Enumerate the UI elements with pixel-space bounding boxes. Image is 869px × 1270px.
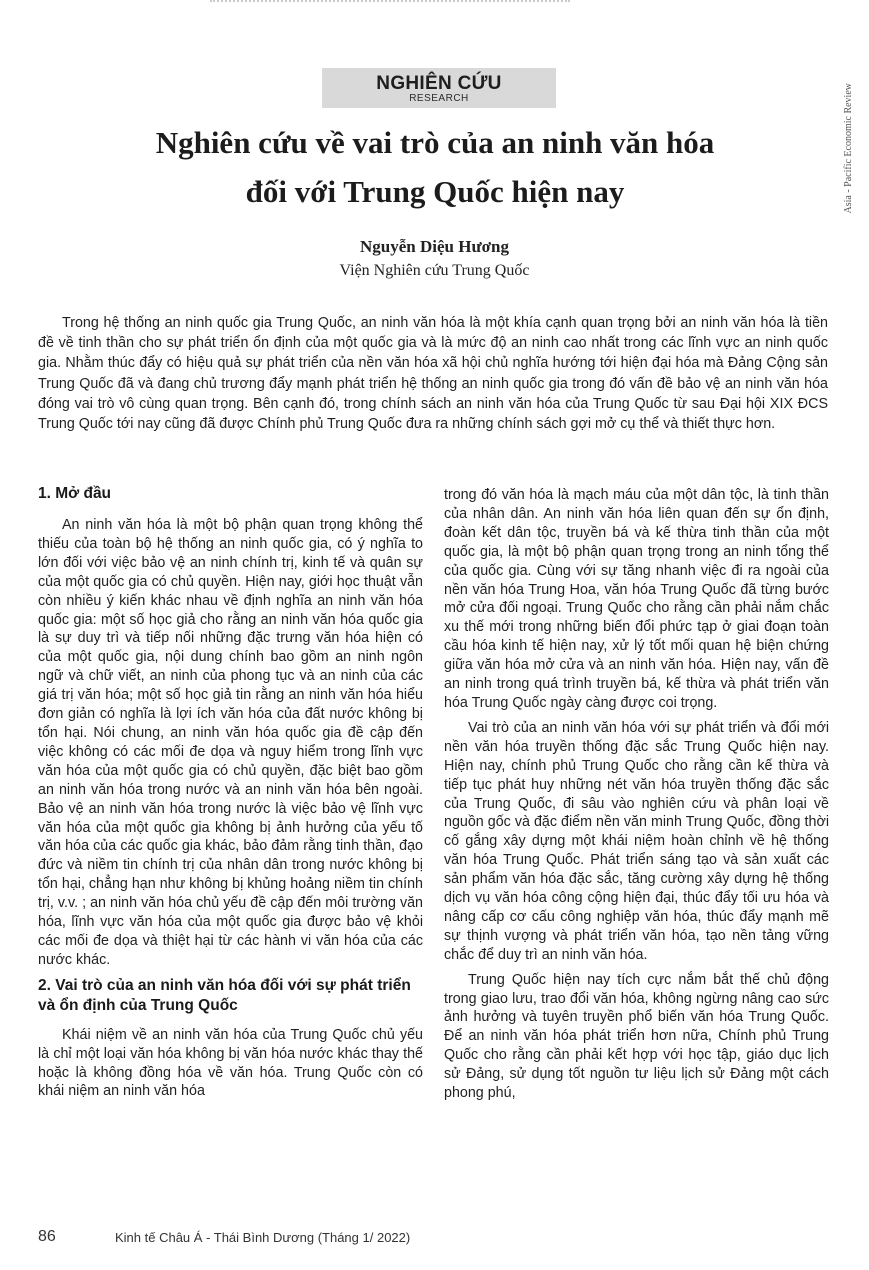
paragraph-1: An ninh văn hóa là một bộ phận quan trọng không thể thiếu của toàn bộ hệ thống an ninh quốc gia, có ý nghĩa to lớn đối với việc bảo vệ an ninh chính trị, kinh tế và quân sự của một quốc gia có chủ quyền. Hiện nay, giới học thuật vẫn còn nhiều ý kiến khác nhau về định nghĩa an ninh văn hóa quốc gia: một số học giả cho rằng an ninh văn hóa quốc gia là sự duy trì và tiếp nối những đặc trưng văn hóa hiện có của một quốc gia, nội dung chính bao gồm an ninh ngôn ngữ và chữ viết, an ninh của phong tục và an ninh của các giá trị văn hóa; một số học giả tin rằng an ninh văn hóa hiểu đơn giản có nghĩa là lợi ích văn hóa của đất nước không bị tổn hại. Nói chung, an ninh văn hóa quốc gia đề cập đến việc không có các mối đe dọa và nguy hiểm trong lĩnh vực văn hóa của một quốc gia có chủ quyền, đặc biệt bao gồm an ninh văn hóa trong nước và an ninh văn hóa bên ngoài. Bảo vệ an ninh văn hóa trong nước là việc bảo vệ lĩnh vực văn hóa của một quốc gia không bị ảnh hưởng của yếu tố văn hóa của các quốc gia khác, bảo đảm rằng tinh thần, đạo đức và niềm tin chính trị của nhân dân trong nước không bị tổn hại, chẳng hạn như không bị khủng hoảng niềm tin chính trị, v.v. ; an ninh văn hóa chủ yếu đề cập đến môi trường văn hóa, lĩnh vực văn hóa của một quốc gia được bảo vệ khỏi các mối đe dọa và thiệt hại từ các hành vi văn hóa của các nước khác.: [38, 517, 423, 968]
section-subtitle: RESEARCH: [409, 93, 469, 104]
author-affiliation: Viện Nghiên cứu Trung Quốc: [339, 262, 530, 279]
heading-introduction: 1. Mở đầu: [38, 485, 112, 502]
section-header: [322, 68, 556, 108]
side-journal-label: [828, 26, 868, 271]
side-journal-text: Asia - Pacific Economic Review: [842, 83, 854, 214]
article-title-line1: Nghiên cứu về vai trò của an ninh văn hóa: [155, 125, 715, 160]
page-footer: [38, 1228, 838, 1248]
heading-section-2: 2. Vai trò của an ninh văn hóa đối với sự phát triển và ổn định của Trung Quốc: [38, 976, 411, 1014]
section-title: NGHIÊN CỨU: [376, 73, 502, 94]
article-title-line2: đối với Trung Quốc hiện nay: [245, 174, 625, 209]
journal-issue: Kinh tế Châu Á - Thái Bình Dương (Tháng 1/ 2022): [115, 1230, 411, 1245]
paragraph-5: Trung Quốc hiện nay tích cực nắm bắt thế chủ động trong giao lưu, trao đổi văn hóa, không ngừng nâng cao sức ảnh hưởng và tuyên truyền phổ biến văn hóa Trung Quốc. Để an ninh văn hóa phát triển hơn nữa, Chính phủ Trung Quốc cho rằng cần phải kết hợp với học tập, giáo dục lịch sử Đảng, sử dụng tốt nguồn tư liệu lịch sử Đảng một cách phong phú,: [444, 971, 829, 1102]
page-number: 86: [38, 1228, 56, 1245]
author-name: Nguyễn Diệu Hương: [359, 237, 510, 256]
paragraph-2: Khái niệm về an ninh văn hóa của Trung Quốc chủ yếu là chỉ một loại văn hóa không bị văn hóa nước khác thay thế hoặc là không đồng hóa về văn hóa. Trung Quốc còn có khái niệm an ninh văn hóa: [38, 1026, 423, 1100]
right-column: [444, 486, 829, 1109]
paragraph-4: Vai trò của an ninh văn hóa với sự phát triển và đổi mới nền văn hóa truyền thống đặc sắc Trung Quốc hiện nay. Hiện nay, chính phủ Trung Quốc cho rằng cần kế thừa và tiếp tục phát huy những nét văn hóa truyền thống đặc sắc của Trung Quốc, đi sâu vào nghiên cứu và phân loại về nguồn gốc và đặc điểm nền văn minh Trung Quốc, đồng thời cố gắng xây dựng một khái niệm hoàn chỉnh về hệ thống văn hóa Trung Quốc. Phát triển sáng tạo và sản xuất các sản phẩm văn hóa đặc sắc, tăng cường xây dựng hệ thống dịch vụ văn hóa công cộng hiện đại, thúc đẩy tối ưu hóa và nâng cấp cơ cấu công nghiệp văn hóa, thúc đẩy mạnh mẽ sự thịnh vượng và phát triển văn hóa, tạo nền tảng vững chắc để duy trì an ninh văn hóa.: [444, 719, 829, 963]
top-decorative-rule: [210, 0, 570, 7]
abstract: Trong hệ thống an ninh quốc gia Trung Quốc, an ninh văn hóa là một khía cạnh quan trọng bởi an ninh văn hóa là tiền đề về tinh thần cho sự phát triển ổn định của một quốc gia và là mức độ an ninh cao nhất trong các lĩnh vực an ninh quốc gia. Nhằm thúc đẩy có hiệu quả sự phát triển của nền văn hóa xã hội chủ nghĩa hướng tới hiện đại hóa mà Đảng Cộng sản Trung Quốc đã và đang chủ trương đẩy mạnh phát triển hệ thống an ninh quốc gia trong đó vấn đề bảo vệ an ninh văn hóa đóng vai trò vô cùng quan trọng. Bên cạnh đó, trong chính sách an ninh văn hóa của Trung Quốc từ sau Đại hội XIX ĐCS Trung Quốc tới nay cũng đã được Chính phủ Trung Quốc đưa ra những chính sách gợi mở cụ thể và thiết thực hơn.: [38, 315, 828, 433]
article-title: [60, 118, 810, 216]
paragraph-3: trong đó văn hóa là mạch máu của một dân tộc, là tinh thần của nhân dân. An ninh văn hóa liên quan đến sự ổn định, đoàn kết dân tộc, truyền bá và kế thừa tinh thần của một quốc gia, là một bộ phận quan trọng trong an ninh tổng thể của quốc gia. Cùng với sự tăng nhanh việc đi ra ngoài của nền văn hóa Trung Hoa, văn hóa Trung Quốc đã từng bước mở cửa đối ngoại. Trung Quốc cho rằng cần phải nắm chắc xu thế mới trong những biến đổi phức tạp ở giai đoạn toàn cầu hóa kinh tế hiện nay, xử lý tốt mối quan hệ biện chứng giữa văn hóa mở cửa và an ninh văn hóa. Hiện nay, vấn đề an ninh trong quá trình truyền bá, kế thừa và phát triển văn hóa Trung Quốc ngày càng được coi trọng.: [444, 487, 829, 711]
left-column: [38, 484, 423, 1107]
